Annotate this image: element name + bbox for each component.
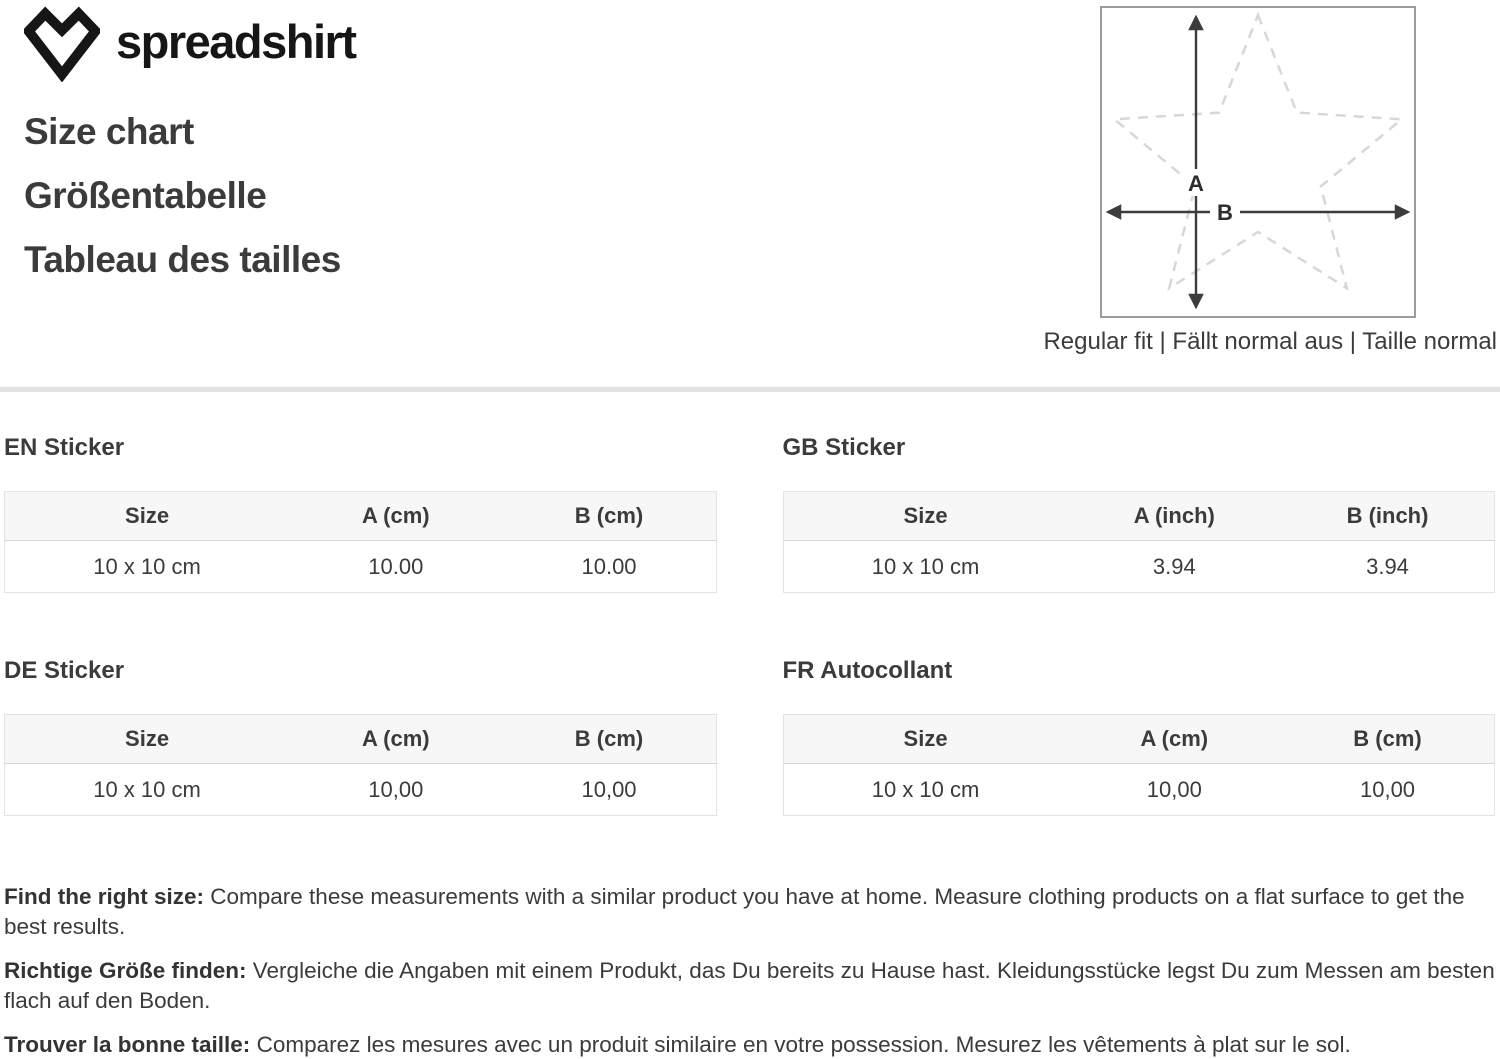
note-fr <box>4 1030 1495 1059</box>
measure-b-label: B <box>1217 200 1233 225</box>
table-header-row <box>5 492 717 541</box>
note-en-text: Compare these measurements with a similar product you have at home. Measure clothing products on a flat surface to get the best results. <box>4 884 1465 939</box>
size-section-de <box>4 657 717 816</box>
size-table-de <box>4 714 717 816</box>
col-header-size: Size <box>5 715 290 764</box>
cell-b: 3.94 <box>1366 553 1409 579</box>
col-header-a: A (inch) <box>1068 492 1281 541</box>
size-table-gb <box>783 491 1496 593</box>
col-header-a: A (cm) <box>289 715 502 764</box>
table-header-row <box>783 492 1495 541</box>
col-header-b: B (cm) <box>503 492 716 541</box>
page-title-fr: Tableau des tailles <box>24 239 341 280</box>
measure-a-label: A <box>1188 171 1204 196</box>
note-en <box>4 882 1495 942</box>
size-section-title: EN Sticker <box>4 434 125 461</box>
star-measurement-diagram <box>1100 6 1416 318</box>
table-row <box>783 541 1495 593</box>
size-section-fr <box>783 657 1496 816</box>
note-de-lead: Richtige Größe finden: <box>4 958 247 983</box>
col-header-a: A (cm) <box>1068 715 1281 764</box>
cell-a: 3.94 <box>1152 553 1196 579</box>
col-header-b: B (inch) <box>1281 492 1494 541</box>
table-row <box>783 764 1495 816</box>
table-row <box>5 764 717 816</box>
brand-name: spreadshirt <box>116 14 356 68</box>
size-section-title: GB Sticker <box>782 434 906 461</box>
table-header-row <box>5 715 717 764</box>
cell-size: 10 x 10 cm <box>871 553 980 579</box>
cell-b: 10.00 <box>581 553 637 579</box>
size-table-en <box>4 491 717 593</box>
brand-header <box>24 6 355 82</box>
table-row <box>5 541 717 593</box>
page-title-de: Größentabelle <box>24 175 267 216</box>
note-fr-lead: Trouver la bonne taille: <box>4 1032 251 1057</box>
col-header-b: B (cm) <box>503 715 716 764</box>
size-section-gb <box>783 434 1496 593</box>
cell-size: 10 x 10 cm <box>871 776 980 802</box>
section-divider <box>0 387 1500 392</box>
cell-a: 10,00 <box>1146 776 1202 802</box>
note-fr-text: Comparez les mesures avec un produit similaire en votre possession. Mesurez les vêtements à plat sur le sol. <box>256 1032 1351 1057</box>
cell-size: 10 x 10 cm <box>93 776 201 802</box>
cell-b: 10,00 <box>1359 776 1416 802</box>
cell-size: 10 x 10 cm <box>93 553 201 579</box>
note-de-text: Vergleiche die Angaben mit einem Produkt, das Du bereits zu Hause hast. Kleidungsstücke legst Du zum Messen am besten flach auf den Boden. <box>4 958 1495 1013</box>
size-section-title: FR Autocollant <box>782 657 953 684</box>
size-table-fr <box>783 714 1496 816</box>
col-header-b: B (cm) <box>1281 715 1494 764</box>
spreadshirt-heart-icon <box>24 6 100 82</box>
table-header-row <box>783 715 1495 764</box>
size-tables-grid <box>4 434 1495 816</box>
col-header-a: A (cm) <box>289 492 502 541</box>
measuring-notes <box>4 882 1495 1059</box>
size-section-title: DE Sticker <box>4 657 125 684</box>
page-titles <box>24 100 341 292</box>
fit-note: Regular fit | Fällt normal aus | Taille normal <box>1043 328 1497 355</box>
diagram-frame <box>1101 7 1415 317</box>
cell-a: 10.00 <box>368 553 424 579</box>
note-de <box>4 956 1495 1016</box>
page-title-en: Size chart <box>24 111 194 152</box>
col-header-size: Size <box>783 492 1068 541</box>
note-en-lead: Find the right size: <box>4 884 204 909</box>
cell-b: 10,00 <box>581 776 637 802</box>
col-header-size: Size <box>783 715 1068 764</box>
cell-a: 10,00 <box>368 776 424 802</box>
size-section-en <box>4 434 717 593</box>
measurement-diagram <box>1100 6 1416 318</box>
col-header-size: Size <box>5 492 290 541</box>
